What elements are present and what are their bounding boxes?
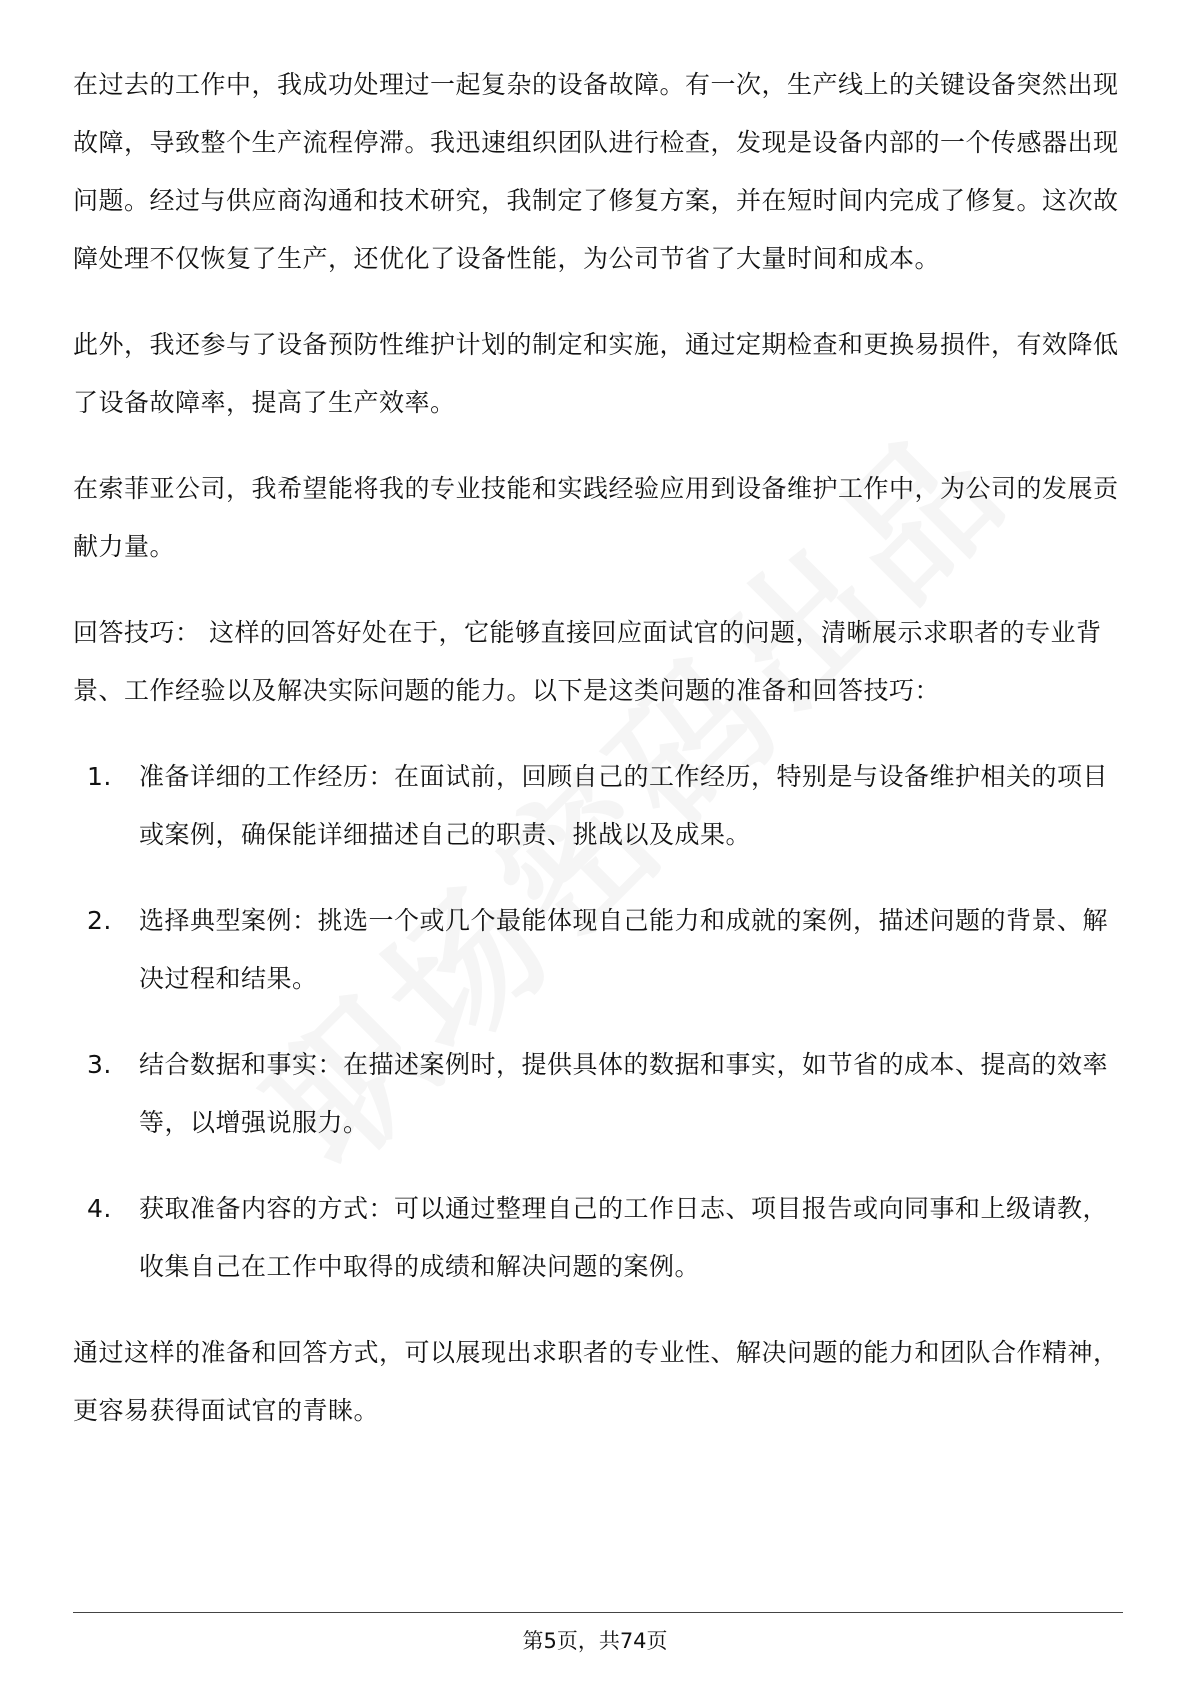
footer-divider: [73, 1612, 1123, 1613]
list-text: 准备详细的工作经历：在面试前，回顾自己的工作经历，特别是与设备维护相关的项目或案例，确保能详细描述自己的职责、挑战以及成果。: [139, 762, 1109, 849]
list-number: 1.: [87, 762, 112, 791]
list-number: 3.: [87, 1050, 112, 1079]
paragraph-conclusion: 通过这样的准备和回答方式，可以展现出求职者的专业性、解决问题的能力和团队合作精神，更容易获得面试官的青睐。: [73, 1338, 1119, 1425]
paragraph-company-goal: 在索菲亚公司，我希望能将我的专业技能和实践经验应用到设备维护工作中，为公司的发展贡献力量。: [73, 474, 1119, 561]
list-item: [73, 892, 1123, 1008]
paragraph-experience: 在过去的工作中，我成功处理过一起复杂的设备故障。有一次，生产线上的关键设备突然出现故障，导致整个生产流程停滞。我迅速组织团队进行检查，发现是设备内部的一个传感器出现问题。经过与供应商沟通和技术研究，我制定了修复方案，并在短时间内完成了修复。这次故障处理不仅恢复了生产，还优化了设备性能，为公司节省了大量时间和成本。: [73, 70, 1119, 273]
list-text: 选择典型案例：挑选一个或几个最能体现自己能力和成就的案例，描述问题的背景、解决过程和结果。: [139, 906, 1109, 993]
list-item: [73, 1180, 1123, 1296]
document-body: [73, 56, 1123, 1468]
list-text: 结合数据和事实：在描述案例时，提供具体的数据和事实，如节省的成本、提高的效率等，以增强说服力。: [139, 1050, 1109, 1137]
list-number: 4.: [87, 1194, 112, 1223]
list-item: [73, 748, 1123, 864]
list-text: 获取准备内容的方式：可以通过整理自己的工作日志、项目报告或向同事和上级请教，收集自己在工作中取得的成绩和解决问题的案例。: [139, 1194, 1109, 1281]
list-item: [73, 1036, 1123, 1152]
paragraph-preventive-maintenance: 此外，我还参与了设备预防性维护计划的制定和实施，通过定期检查和更换易损件，有效降低了设备故障率，提高了生产效率。: [73, 330, 1119, 417]
paragraph-answer-tips: 回答技巧： 这样的回答好处在于，它能够直接回应面试官的问题，清晰展示求职者的专业背景、工作经验以及解决实际问题的能力。以下是这类问题的准备和回答技巧：: [73, 618, 1102, 705]
list-number: 2.: [87, 906, 112, 935]
page-number: 第5页，共74页: [522, 1629, 668, 1653]
